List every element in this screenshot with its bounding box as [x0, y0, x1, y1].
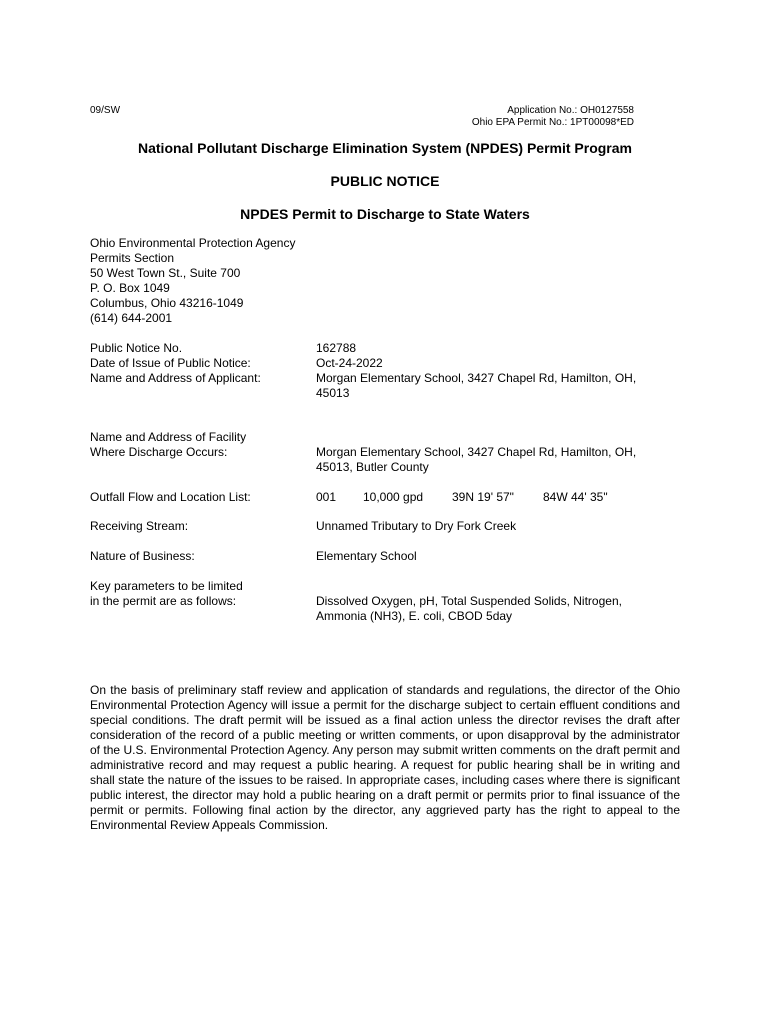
agency-phone: (614) 644-2001 [90, 311, 173, 325]
agency-section: Permits Section [90, 251, 175, 265]
facility-label-line1: Name and Address of Facility [90, 430, 247, 444]
business-value: Elementary School [316, 549, 417, 563]
district-code: 09/SW [90, 105, 121, 116]
outfall-label: Outfall Flow and Location List: [90, 490, 251, 504]
agency-name: Ohio Environmental Protection Agency [90, 236, 296, 250]
issue-date-value: Oct-24-2022 [316, 356, 383, 370]
public-notice-title: PUBLIC NOTICE [330, 173, 440, 189]
agency-street: 50 West Town St., Suite 700 [90, 266, 241, 280]
permit-title: NPDES Permit to Discharge to State Waters [240, 206, 530, 222]
business-label: Nature of Business: [90, 549, 195, 563]
facility-label [90, 430, 246, 460]
agency-city: Columbus, Ohio 43216-1049 [90, 296, 244, 310]
applicant-value: Morgan Elementary School, 3427 Chapel Rd, Hamilton, OH, 45013 [316, 371, 637, 400]
parameters-label-line1: Key parameters to be limited [90, 579, 243, 593]
applicant-label: Name and Address of Applicant: [90, 371, 261, 385]
notice-body-paragraph: On the basis of preliminary staff review and application of standards and regulations, the director of the Ohio Environmental Protection Agency will issue a permit for the discharge subject to certain effluent conditions and special conditions. The draft permit will be issued as a final action unless the director revises the draft after consideration of the record of a public meeting or written comments, or upon disapproval by the administrator of the U.S. Environmental Protection Agency. Any person may submit written comments on the draft permit and administrative record and may request a public hearing. A request for public hearing shall be in writing and shall state the nature of the issues to be raised. In appropriate cases, including cases where there is significant public interest, the director may hold a public hearing on a draft permit or permits prior to final issuance of the permit or permits. Following final action by the director, any aggrieved party has the right to appeal to the Environmental Review Appeals Commission. [90, 683, 680, 832]
agency-po-box: P. O. Box 1049 [90, 281, 170, 295]
outfall-longitude: 84W 44' 35" [543, 490, 608, 504]
outfall-latitude: 39N 19' 57" [452, 490, 514, 504]
epa-permit-number: Ohio EPA Permit No.: 1PT00098*ED [471, 117, 634, 128]
notice-number-value: 162788 [316, 341, 357, 355]
facility-label-line2: Where Discharge Occurs: [90, 445, 228, 459]
program-title: National Pollutant Discharge Elimination System (NPDES) Permit Program [138, 140, 632, 156]
facility-value: Morgan Elementary School, 3427 Chapel Rd, Hamilton, OH, 45013, Butler County [316, 445, 637, 474]
stream-label: Receiving Stream: [90, 519, 189, 533]
parameters-value: Dissolved Oxygen, pH, Total Suspended Solids, Nitrogen, Ammonia (NH3), E. coli, CBOD 5day [316, 594, 622, 623]
outfall-number: 001 [316, 490, 337, 504]
issue-date-label: Date of Issue of Public Notice: [90, 356, 251, 370]
permit-numbers [472, 105, 634, 129]
parameters-label-line2: in the permit are as follows: [90, 594, 237, 608]
parameters-label [90, 579, 243, 609]
application-number: Application No.: OH0127558 [507, 105, 634, 116]
notice-number-label: Public Notice No. [90, 341, 183, 355]
outfall-flow: 10,000 gpd [363, 490, 424, 504]
agency-address [90, 236, 295, 326]
stream-value: Unnamed Tributary to Dry Fork Creek [316, 519, 517, 533]
